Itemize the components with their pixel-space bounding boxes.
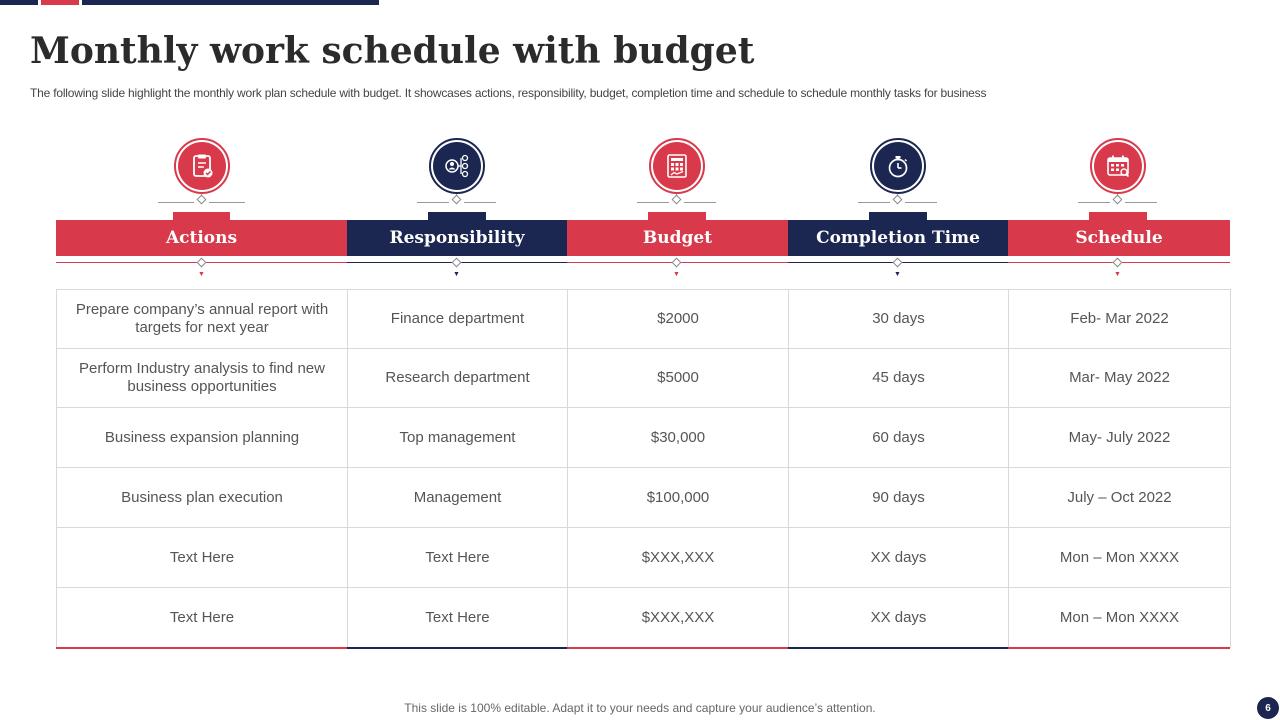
table-row	[57, 468, 1231, 528]
cell-completion-time: 30 days	[789, 290, 1009, 349]
cell-schedule: Mon – Mon XXXX	[1009, 528, 1231, 588]
chevron-down-icon: ▼	[198, 271, 205, 278]
connector-line	[209, 202, 245, 203]
cell-completion-time: XX days	[789, 588, 1009, 648]
table-bottom-accent	[567, 647, 788, 649]
header-underline	[347, 262, 452, 263]
chevron-down-icon: ▼	[894, 271, 901, 278]
table-bottom-accent	[347, 647, 567, 649]
cell-schedule: Mon – Mon XXXX	[1009, 588, 1231, 648]
team-hierarchy-icon	[429, 138, 485, 194]
connector-line	[158, 202, 194, 203]
underline-diamond	[452, 258, 462, 268]
cell-budget: $XXX,XXX	[568, 588, 789, 648]
chevron-down-icon: ▼	[1114, 271, 1121, 278]
connector-line	[1125, 202, 1157, 203]
cell-completion-time: 60 days	[789, 408, 1009, 468]
column-header-completion-time: Completion Time	[788, 220, 1008, 256]
cell-budget: $XXX,XXX	[568, 528, 789, 588]
cell-responsibility: Finance department	[348, 290, 568, 349]
cell-schedule: July – Oct 2022	[1009, 468, 1231, 528]
cell-responsibility: Text Here	[348, 588, 568, 648]
column-header-responsibility: Responsibility	[347, 220, 567, 256]
table-bottom-accent	[56, 647, 347, 649]
column-header-actions: Actions	[56, 220, 347, 256]
chevron-down-icon: ▼	[673, 271, 680, 278]
table-bottom-accent	[788, 647, 1008, 649]
cell-completion-time: 45 days	[789, 349, 1009, 408]
connector-diamond	[1113, 195, 1123, 205]
cell-budget: $5000	[568, 349, 789, 408]
header-underline	[902, 262, 1008, 263]
connector-diamond	[452, 195, 462, 205]
table-row	[57, 528, 1231, 588]
column-header-schedule: Schedule	[1008, 220, 1230, 256]
calendar-search-icon	[1090, 138, 1146, 194]
header-underline	[567, 262, 672, 263]
connector-diamond	[893, 195, 903, 205]
cell-action: Text Here	[57, 528, 348, 588]
connector-line	[858, 202, 890, 203]
connector-line	[417, 202, 449, 203]
cell-schedule: May- July 2022	[1009, 408, 1231, 468]
underline-diamond	[1113, 258, 1123, 268]
accent-bar-red	[41, 0, 79, 5]
cell-schedule: Feb- Mar 2022	[1009, 290, 1231, 349]
page-number-badge: 6	[1257, 697, 1279, 719]
cell-budget: $100,000	[568, 468, 789, 528]
cell-action: Prepare company’s annual report with targets for next year	[57, 290, 348, 349]
connector-line	[464, 202, 496, 203]
cell-responsibility: Text Here	[348, 528, 568, 588]
table-row	[57, 290, 1231, 349]
schedule-table	[56, 289, 1231, 648]
connector-diamond	[197, 195, 207, 205]
cell-action: Perform Industry analysis to find new business opportunities	[57, 349, 348, 408]
cell-schedule: Mar- May 2022	[1009, 349, 1231, 408]
accent-bar-navy-long	[82, 0, 379, 5]
cell-action: Business plan execution	[57, 468, 348, 528]
connector-line	[1078, 202, 1110, 203]
header-tab	[648, 212, 706, 220]
underline-diamond	[672, 258, 682, 268]
header-underline	[681, 262, 788, 263]
cell-budget: $2000	[568, 290, 789, 349]
connector-line	[684, 202, 716, 203]
connector-diamond	[672, 195, 682, 205]
header-tab	[1089, 212, 1147, 220]
header-tab	[869, 212, 927, 220]
header-underline	[1122, 262, 1230, 263]
chevron-down-icon: ▼	[453, 271, 460, 278]
connector-line	[905, 202, 937, 203]
table-row	[57, 408, 1231, 468]
header-tab	[428, 212, 486, 220]
header-underline	[206, 262, 347, 263]
slide-footer-note: This slide is 100% editable. Adapt it to your needs and capture your audience’s attention.	[404, 701, 876, 715]
header-underline	[788, 262, 893, 263]
table-bottom-accent	[1008, 647, 1230, 649]
underline-diamond	[197, 258, 207, 268]
accent-bar-navy	[0, 0, 38, 5]
table-row	[57, 588, 1231, 648]
cell-action: Text Here	[57, 588, 348, 648]
slide-subtitle: The following slide highlight the monthly work plan schedule with budget. It showcases actions, responsibility, budget, completion time and schedule to schedule monthly tasks for business	[30, 86, 987, 100]
header-underline	[461, 262, 567, 263]
cell-responsibility: Management	[348, 468, 568, 528]
column-header-budget: Budget	[567, 220, 788, 256]
clipboard-checklist-icon	[174, 138, 230, 194]
cell-responsibility: Research department	[348, 349, 568, 408]
underline-diamond	[893, 258, 903, 268]
cell-completion-time: XX days	[789, 528, 1009, 588]
slide-title: Monthly work schedule with budget	[30, 30, 755, 72]
cell-budget: $30,000	[568, 408, 789, 468]
header-tab	[173, 212, 230, 220]
header-underline	[1008, 262, 1113, 263]
cell-action: Business expansion planning	[57, 408, 348, 468]
connector-line	[637, 202, 669, 203]
stopwatch-icon	[870, 138, 926, 194]
table-row	[57, 349, 1231, 408]
cell-completion-time: 90 days	[789, 468, 1009, 528]
financial-report-icon	[649, 138, 705, 194]
cell-responsibility: Top management	[348, 408, 568, 468]
header-underline	[56, 262, 197, 263]
